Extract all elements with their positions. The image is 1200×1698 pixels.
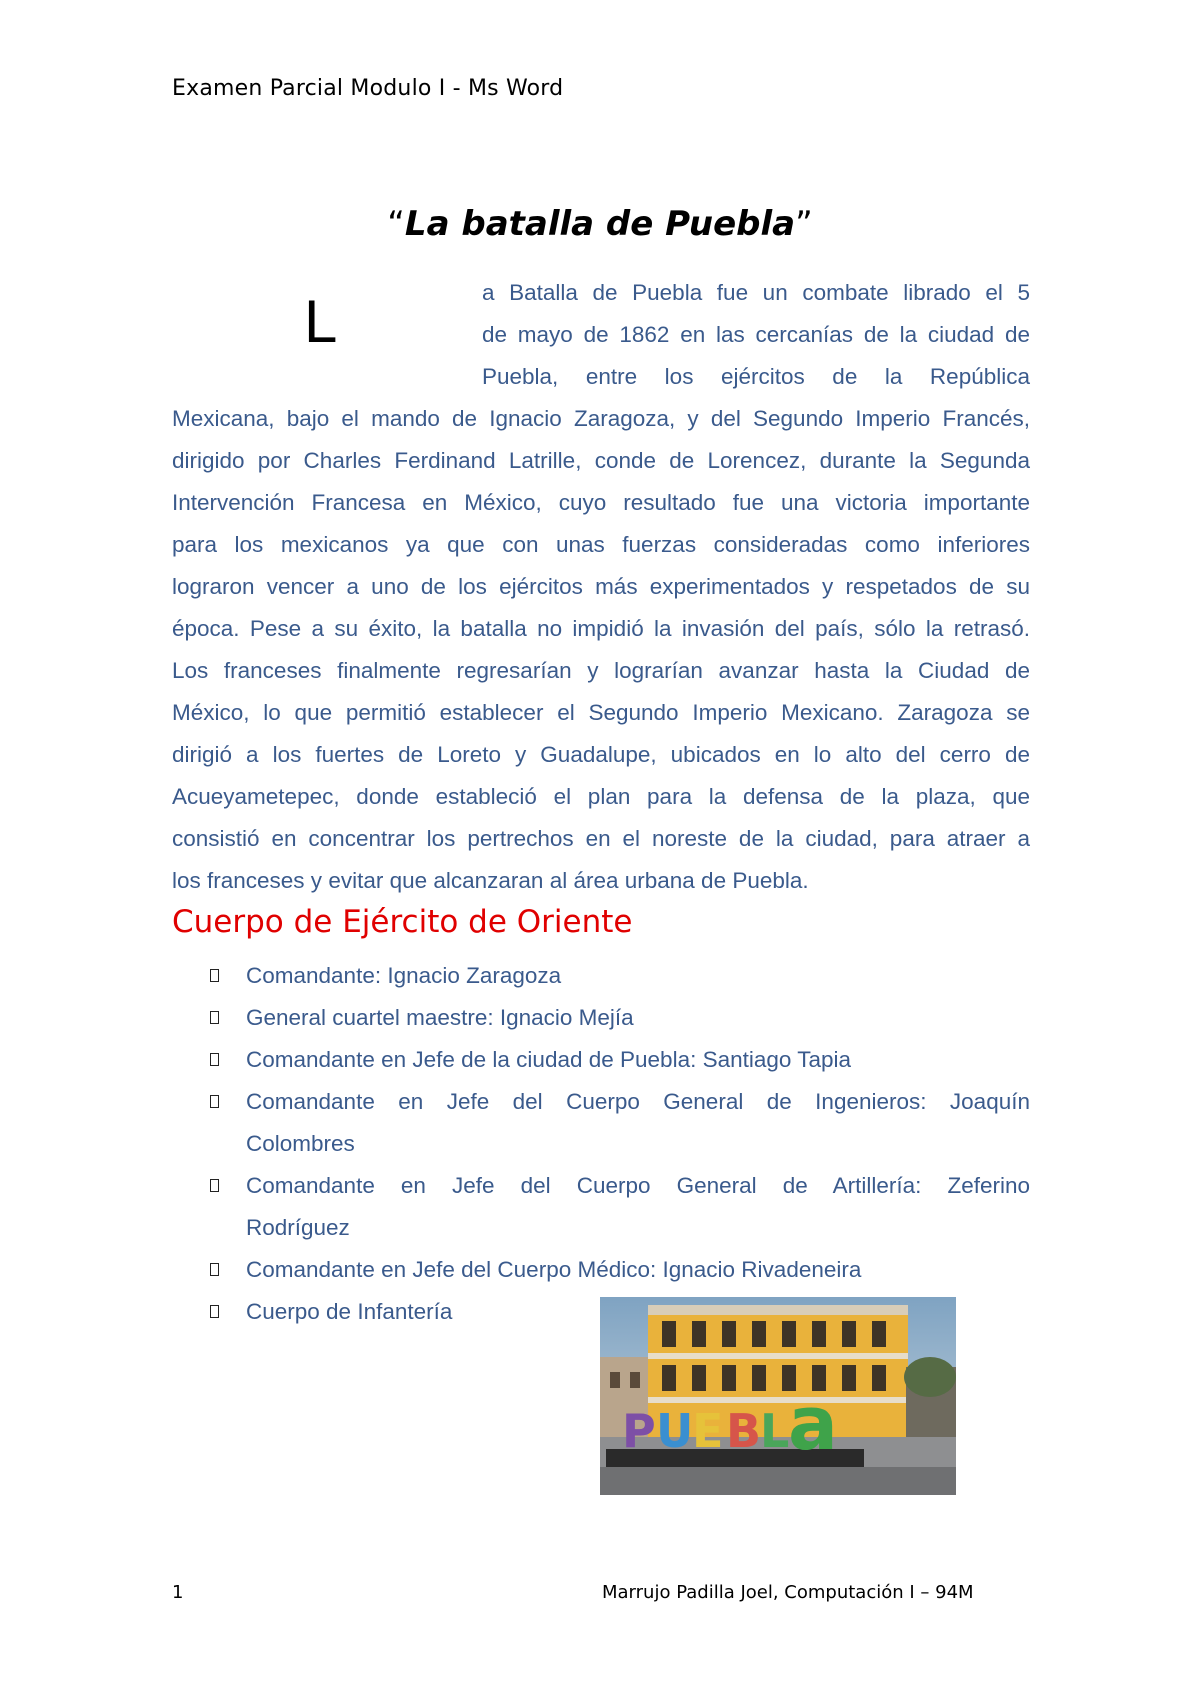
list-item-text: Cuerpo de Infantería [246, 1299, 453, 1324]
paragraph-line: dirigido por Charles Ferdinand Latrille, conde de Lorencez, durante la Segunda [172, 448, 1030, 473]
list-item-text: Comandante en Jefe del Cuerpo Médico: Ignacio Rivadeneira [246, 1257, 862, 1282]
title-open-quote: “ [387, 204, 405, 244]
list-item-text: Comandante en Jefe del Cuerpo General de Artillería: Zeferino [246, 1173, 1030, 1198]
list-item [210, 997, 1030, 1039]
square-bullet-icon [210, 1053, 219, 1066]
paragraph-line: época. Pese a su éxito, la batalla no impidió la invasión del país, sólo la retrasó. [172, 616, 1030, 641]
paragraph-line: consistió en concentrar los pertrechos en el noreste de la ciudad, para atraer a [172, 826, 1030, 851]
list-item-text: General cuartel maestre: Ignacio Mejía [246, 1005, 634, 1030]
square-bullet-icon [210, 1179, 219, 1192]
paragraph-line: Los franceses finalmente regresarían y lograrían avanzar hasta la Ciudad de [172, 658, 1030, 683]
page-number: 1 [172, 1582, 184, 1603]
paragraph-line: México, lo que permitió establecer el Segundo Imperio Mexicano. Zaragoza se [172, 700, 1030, 725]
list-item-text: Rodríguez [246, 1215, 350, 1240]
paragraph-line: de mayo de 1862 en las cercanías de la ciudad de [482, 322, 1030, 347]
body-paragraph [172, 272, 1030, 902]
paragraph-line: los franceses y evitar que alcanzaran al área urbana de Puebla. [172, 868, 809, 893]
list-item-text: Colombres [246, 1131, 355, 1156]
puebla-photo [600, 1297, 956, 1495]
drop-cap: L [304, 288, 338, 355]
list-item [210, 1249, 1030, 1291]
section-heading: Cuerpo de Ejército de Oriente [172, 904, 633, 940]
letter-a: a [788, 1381, 838, 1467]
paragraph-line: a Batalla de Puebla fue un combate librado el 5 [482, 280, 1030, 305]
paragraph-line: Intervención Francesa en México, cuyo resultado fue una victoria importante [172, 490, 1030, 515]
list-item [210, 1039, 1030, 1081]
square-bullet-icon [210, 969, 219, 982]
page-header: Examen Parcial Modulo I - Ms Word [172, 76, 564, 101]
footer-author: Marrujo Padilla Joel, Computación I – 94M [602, 1582, 974, 1603]
list-item [210, 955, 1030, 997]
paragraph-line: lograron vencer a uno de los ejércitos más experimentados y respetados de su [172, 574, 1030, 599]
puebla-photo-illustration [600, 1297, 956, 1495]
list-item [210, 1081, 1030, 1165]
square-bullet-icon [210, 1305, 219, 1318]
list-item-text: Comandante: Ignacio Zaragoza [246, 963, 562, 988]
paragraph-line: dirigió a los fuertes de Loreto y Guadalupe, ubicados en lo alto del cerro de [172, 742, 1030, 767]
document-title [0, 204, 1200, 244]
paragraph-line: Mexicana, bajo el mando de Ignacio Zaragoza, y del Segundo Imperio Francés, [172, 406, 1030, 431]
letter-b: B [726, 1404, 762, 1458]
square-bullet-icon [210, 1011, 219, 1024]
letter-u: U [656, 1404, 694, 1458]
letter-l: L [760, 1404, 790, 1458]
letter-e: E [692, 1404, 724, 1458]
letter-p: P [622, 1404, 656, 1458]
paragraph-line: para los mexicanos ya que con unas fuerzas consideradas como inferiores [172, 532, 1030, 557]
square-bullet-icon [210, 1263, 219, 1276]
paragraph-line: Acueyametepec, donde estableció el plan para la defensa de la plaza, que [172, 784, 1030, 809]
title-text: La batalla de Puebla [404, 204, 796, 244]
commanders-list [210, 955, 1030, 1333]
list-item-text: Comandante en Jefe del Cuerpo General de Ingenieros: Joaquín [246, 1089, 1030, 1114]
square-bullet-icon [210, 1095, 219, 1108]
list-item-text: Comandante en Jefe de la ciudad de Puebla: Santiago Tapia [246, 1047, 852, 1072]
list-item [210, 1165, 1030, 1249]
paragraph-line: Puebla, entre los ejércitos de la República [482, 364, 1030, 389]
title-close-quote: ” [795, 204, 813, 244]
